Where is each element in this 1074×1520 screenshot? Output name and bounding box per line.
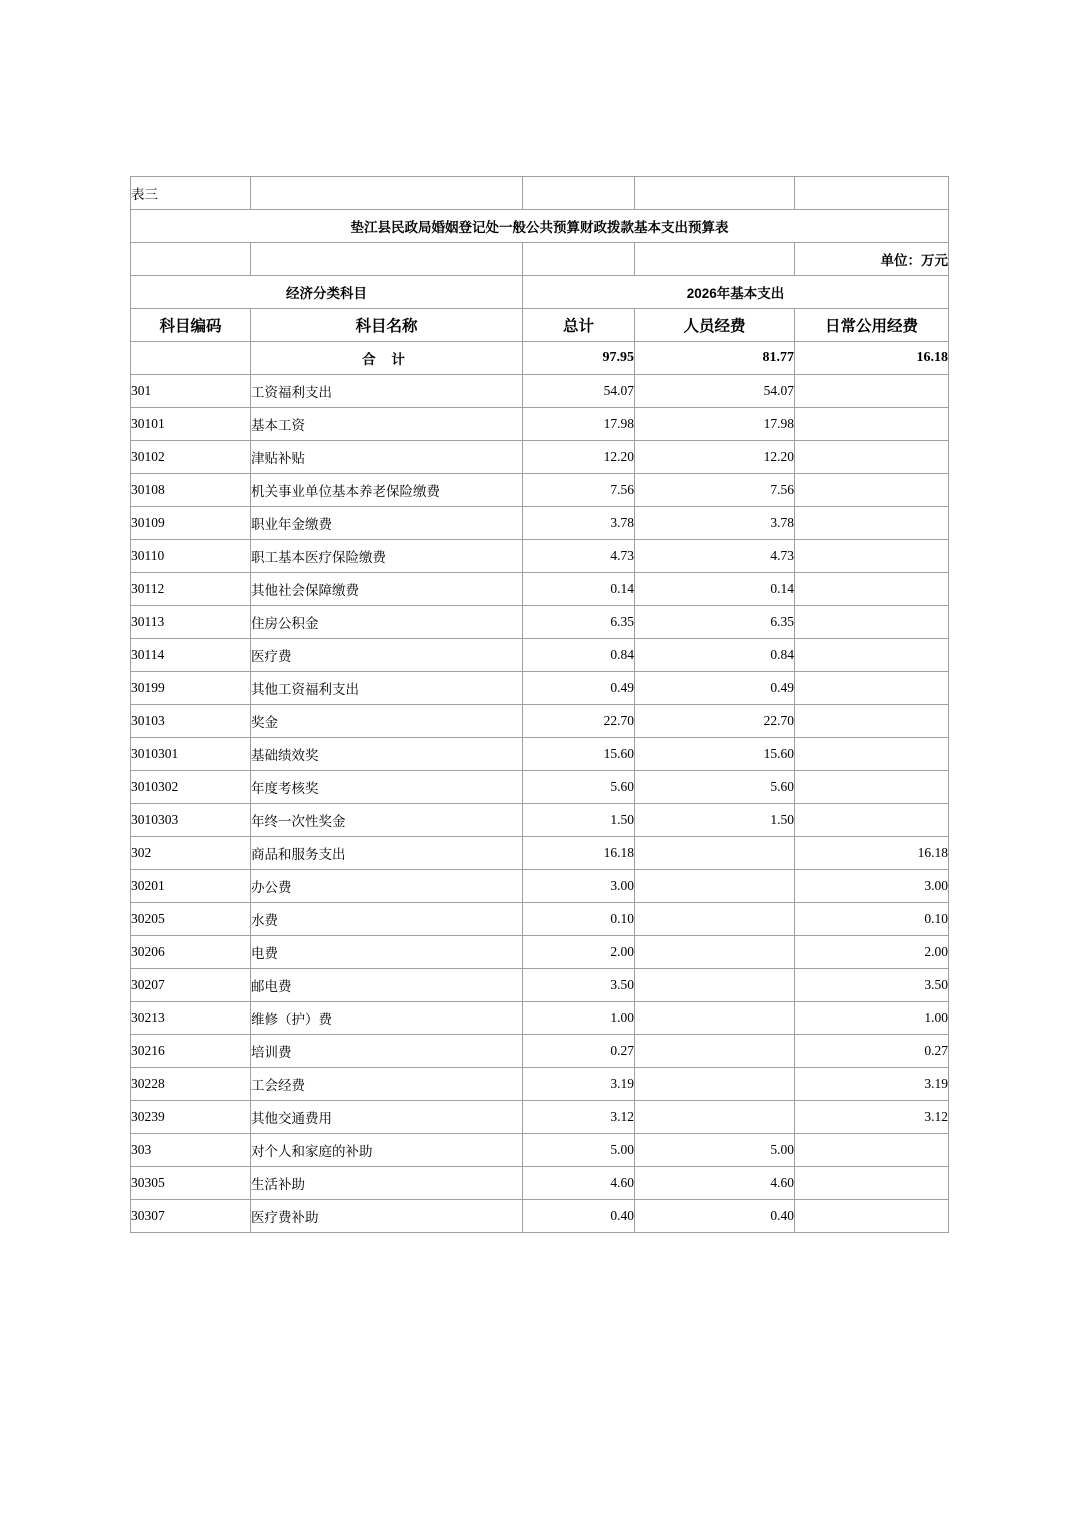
budget-sheet [130,176,948,1233]
row-personnel: 6.35 [635,606,795,639]
row-code: 30206 [131,936,251,969]
row-code: 301 [131,375,251,408]
row-personnel [635,969,795,1002]
row-public: 3.12 [795,1101,949,1134]
row-personnel: 5.60 [635,771,795,804]
row-total: 3.19 [523,1068,635,1101]
row-personnel: 4.73 [635,540,795,573]
row-total: 12.20 [523,441,635,474]
row-name: 邮电费 [251,969,523,1002]
header-col-code: 科目编码 [131,309,251,342]
table-row [131,639,949,672]
row-public [795,639,949,672]
header-col-personnel: 人员经费 [635,309,795,342]
table-row [131,441,949,474]
row-total: 0.84 [523,639,635,672]
row-total: 3.12 [523,1101,635,1134]
row-public [795,1167,949,1200]
row-code: 30239 [131,1101,251,1134]
row-name: 住房公积金 [251,606,523,639]
row-personnel: 0.49 [635,672,795,705]
header-col-name: 科目名称 [251,309,523,342]
total-code-cell [131,342,251,375]
row-public: 3.00 [795,870,949,903]
table-row [131,540,949,573]
row-total: 7.56 [523,474,635,507]
row-total: 15.60 [523,738,635,771]
row-name: 对个人和家庭的补助 [251,1134,523,1167]
row-public [795,375,949,408]
row-total: 54.07 [523,375,635,408]
total-personnel: 81.77 [635,342,795,375]
row-code: 30207 [131,969,251,1002]
row-personnel: 1.50 [635,804,795,837]
tag-spacer-3 [635,177,795,210]
row-personnel: 22.70 [635,705,795,738]
row-personnel: 5.00 [635,1134,795,1167]
row-name: 工会经费 [251,1068,523,1101]
header-columns-row [131,309,949,342]
row-code: 3010301 [131,738,251,771]
row-name: 职业年金缴费 [251,507,523,540]
table-row [131,870,949,903]
table-row [131,771,949,804]
row-code: 30307 [131,1200,251,1233]
row-personnel: 17.98 [635,408,795,441]
row-total: 4.60 [523,1167,635,1200]
total-total: 97.95 [523,342,635,375]
row-public: 3.50 [795,969,949,1002]
row-public [795,771,949,804]
row-code: 30213 [131,1002,251,1035]
table-row [131,1035,949,1068]
row-code: 30305 [131,1167,251,1200]
page-title: 垫江县民政局婚姻登记处一般公共预算财政拨款基本支出预算表 [131,210,949,243]
row-name: 培训费 [251,1035,523,1068]
table-row [131,507,949,540]
row-public [795,474,949,507]
unit-spacer-2 [251,243,523,276]
row-name: 办公费 [251,870,523,903]
row-total: 0.14 [523,573,635,606]
row-total: 16.18 [523,837,635,870]
row-code: 30110 [131,540,251,573]
row-personnel [635,1035,795,1068]
row-public: 16.18 [795,837,949,870]
table-body [131,177,949,1233]
row-code: 30112 [131,573,251,606]
row-total: 17.98 [523,408,635,441]
budget-table [130,176,949,1233]
row-name: 年度考核奖 [251,771,523,804]
row-public: 0.10 [795,903,949,936]
row-public [795,1200,949,1233]
row-personnel: 0.14 [635,573,795,606]
row-total: 3.50 [523,969,635,1002]
tag-spacer-1 [251,177,523,210]
row-personnel [635,1068,795,1101]
row-total: 4.73 [523,540,635,573]
row-total: 22.70 [523,705,635,738]
row-name: 职工基本医疗保险缴费 [251,540,523,573]
table-row [131,672,949,705]
table-row [131,705,949,738]
row-code: 3010302 [131,771,251,804]
row-code: 30109 [131,507,251,540]
sheet-tag: 表三 [131,177,251,210]
row-personnel [635,936,795,969]
row-total: 0.49 [523,672,635,705]
row-name: 医疗费补助 [251,1200,523,1233]
row-public: 3.19 [795,1068,949,1101]
row-personnel: 0.84 [635,639,795,672]
header-group-row [131,276,949,309]
row-code: 30199 [131,672,251,705]
row-total: 5.60 [523,771,635,804]
row-name: 生活补助 [251,1167,523,1200]
row-public [795,540,949,573]
tag-spacer-4 [795,177,949,210]
unit-spacer-3 [523,243,635,276]
table-row [131,1002,949,1035]
row-personnel: 3.78 [635,507,795,540]
table-row [131,1101,949,1134]
row-name: 津贴补贴 [251,441,523,474]
row-name: 基本工资 [251,408,523,441]
table-row [131,969,949,1002]
row-public [795,804,949,837]
row-personnel: 54.07 [635,375,795,408]
row-code: 30228 [131,1068,251,1101]
row-public [795,408,949,441]
row-code: 30201 [131,870,251,903]
row-total: 6.35 [523,606,635,639]
row-total: 1.50 [523,804,635,837]
table-row [131,1200,949,1233]
table-row [131,738,949,771]
row-total: 0.27 [523,1035,635,1068]
table-row [131,1134,949,1167]
row-personnel: 0.40 [635,1200,795,1233]
row-name: 机关事业单位基本养老保险缴费 [251,474,523,507]
unit-row [131,243,949,276]
row-personnel [635,1002,795,1035]
row-personnel: 4.60 [635,1167,795,1200]
row-name: 其他社会保障缴费 [251,573,523,606]
row-name: 工资福利支出 [251,375,523,408]
row-name: 奖金 [251,705,523,738]
table-row [131,375,949,408]
unit-spacer-1 [131,243,251,276]
total-label: 合 计 [251,342,523,375]
row-total: 1.00 [523,1002,635,1035]
row-name: 年终一次性奖金 [251,804,523,837]
header-col-public: 日常公用经费 [795,309,949,342]
row-name: 基础绩效奖 [251,738,523,771]
row-name: 医疗费 [251,639,523,672]
total-public: 16.18 [795,342,949,375]
row-public [795,672,949,705]
row-code: 30113 [131,606,251,639]
header-col-total: 总计 [523,309,635,342]
table-row [131,606,949,639]
tag-spacer-2 [523,177,635,210]
row-code: 302 [131,837,251,870]
row-personnel [635,903,795,936]
header-group-left: 经济分类科目 [131,276,523,309]
unit-note: 单位：万元 [795,243,949,276]
row-public: 2.00 [795,936,949,969]
row-public [795,705,949,738]
row-total: 0.40 [523,1200,635,1233]
row-code: 3010303 [131,804,251,837]
row-code: 30108 [131,474,251,507]
row-code: 30205 [131,903,251,936]
row-total: 3.00 [523,870,635,903]
row-code: 303 [131,1134,251,1167]
row-code: 30216 [131,1035,251,1068]
table-row [131,573,949,606]
header-group-right: 2026年基本支出 [523,276,949,309]
row-personnel: 7.56 [635,474,795,507]
row-code: 30101 [131,408,251,441]
row-public [795,507,949,540]
row-personnel [635,1101,795,1134]
unit-spacer-4 [635,243,795,276]
row-public [795,1134,949,1167]
row-public [795,573,949,606]
row-personnel: 12.20 [635,441,795,474]
row-public: 0.27 [795,1035,949,1068]
row-name: 商品和服务支出 [251,837,523,870]
row-code: 30114 [131,639,251,672]
row-name: 其他工资福利支出 [251,672,523,705]
row-name: 水费 [251,903,523,936]
row-public [795,738,949,771]
row-total: 2.00 [523,936,635,969]
sheet-tag-row [131,177,949,210]
row-public: 1.00 [795,1002,949,1035]
table-row [131,1167,949,1200]
table-row [131,408,949,441]
row-name: 电费 [251,936,523,969]
table-row [131,474,949,507]
total-row [131,342,949,375]
row-total: 3.78 [523,507,635,540]
table-row [131,837,949,870]
row-name: 其他交通费用 [251,1101,523,1134]
row-code: 30103 [131,705,251,738]
title-row [131,210,949,243]
table-row [131,903,949,936]
table-row [131,804,949,837]
row-public [795,441,949,474]
table-row [131,1068,949,1101]
row-public [795,606,949,639]
row-code: 30102 [131,441,251,474]
row-personnel [635,837,795,870]
row-personnel: 15.60 [635,738,795,771]
row-total: 0.10 [523,903,635,936]
row-personnel [635,870,795,903]
row-name: 维修（护）费 [251,1002,523,1035]
row-total: 5.00 [523,1134,635,1167]
table-row [131,936,949,969]
